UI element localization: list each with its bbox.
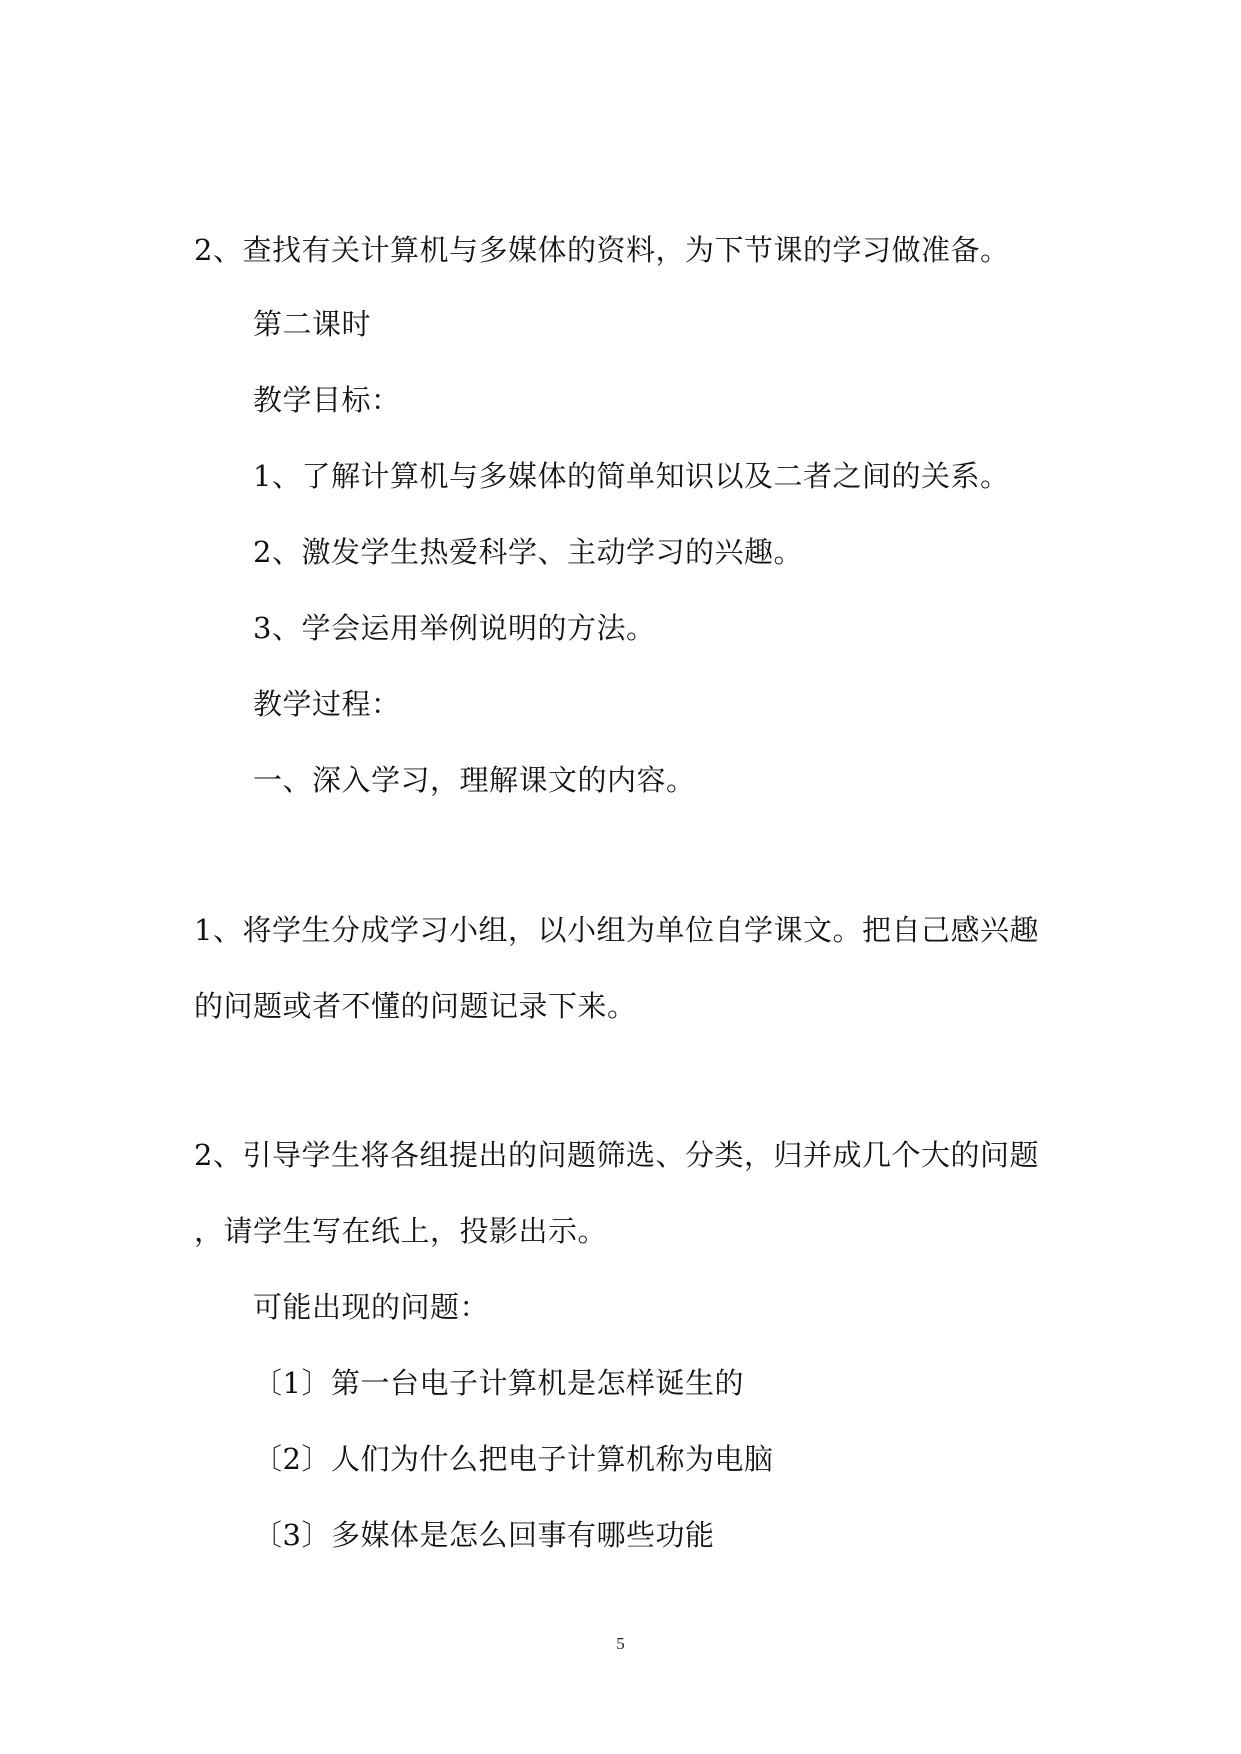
text-line: 2、激发学生热爱科学、主动学习的兴趣。 <box>253 535 803 569</box>
text-line: ，请学生写在纸上，投影出示。 <box>194 1214 608 1248</box>
subheading: 教学目标： <box>253 383 401 417</box>
list-item: 〔1〕第一台电子计算机是怎样诞生的 <box>253 1366 744 1400</box>
list-item: 〔3〕多媒体是怎么回事有哪些功能 <box>253 1518 715 1552</box>
page-number: 5 <box>616 1634 625 1653</box>
section-heading: 第二课时 <box>253 307 372 341</box>
text-line: 1、将学生分成学习小组，以小组为单位自学课文。把自己感兴趣 <box>194 913 1039 947</box>
text-line: 2、引导学生将各组提出的问题筛选、分类，归并成几个大的问题 <box>194 1138 1039 1172</box>
text-line: 1、了解计算机与多媒体的简单知识以及二者之间的关系。 <box>253 459 1010 493</box>
list-item: 〔2〕人们为什么把电子计算机称为电脑 <box>253 1442 774 1476</box>
subheading: 教学过程： <box>253 687 401 721</box>
text-line: 一、深入学习，理解课文的内容。 <box>253 763 696 797</box>
text-line: 3、学会运用举例说明的方法。 <box>253 611 656 645</box>
text-line: 的问题或者不懂的问题记录下来。 <box>194 989 637 1023</box>
text-line: 2、查找有关计算机与多媒体的资料，为下节课的学习做准备。 <box>194 233 1010 267</box>
subheading: 可能出现的问题： <box>253 1290 490 1324</box>
